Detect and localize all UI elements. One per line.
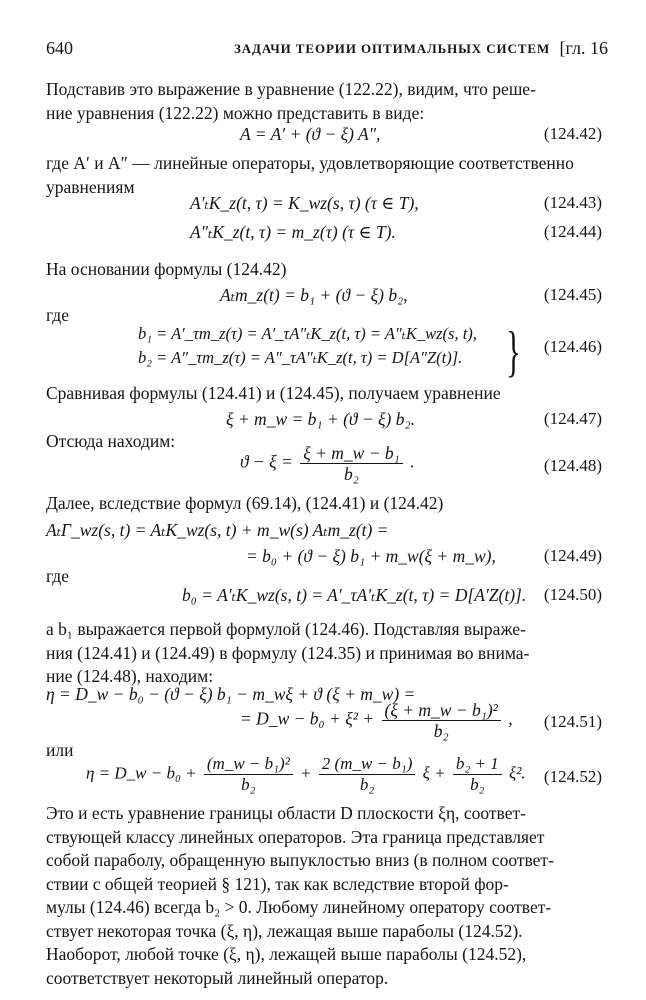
equation-number: (124.42) [543,124,602,143]
equation-lhs: η = D_w − b₀ + [86,763,197,783]
text-line: На основании формулы (124.42) [46,259,287,279]
text-line: а b₁ выражается первой формулой (124.46). Подставляя выраже- [46,619,526,639]
right-brace: } [506,321,521,383]
or-label: или [46,740,74,760]
equation-124-50: b₀ = A′ₜK_wz(s, t) = A′_τA′ₜK_z(t, τ) = D[A′Z(t)]. [182,585,527,605]
text-line: где A′ и A″ — линейные операторы, удовлетворяющие соответственно [46,153,574,173]
fraction-numerator: b₂ + 1 [453,754,502,775]
equation-124-47: ξ + m_w = b₁ + (ϑ − ξ) b₂. [226,409,415,429]
text-line: ствует некоторая точка (ξ, η), лежащая выше параболы (124.52). [46,920,523,941]
equation-124-49-line-1: AₜΓ_wz(s, t) = AₜK_wz(s, t) + m_w(s) Aₜm_z(t) = [46,520,389,540]
equation-tail: . [410,451,415,472]
text-line: ния (124.41) и (124.49) в формулу (124.35) и принимая во внима- [46,642,530,663]
fraction-numerator: ξ + m_w − b₁ [300,443,403,464]
fraction [300,443,403,484]
page-number: 640 [46,38,73,58]
equation-124-49-line-2: = b₀ + (ϑ − ξ) b₁ + m_w(ξ + m_w), [246,546,496,566]
equation-124-44: A″ₜK_z(t, τ) = m_z(τ) (τ ∈ T). [190,222,396,242]
fraction [453,754,502,795]
equation-number: (124.52) [543,767,602,786]
text-line: Далее, вследствие формул (69.14), (124.41) и (124.42) [46,493,444,513]
fraction-numerator: (m_w − b₁)² [204,754,293,775]
text-line: ние уравнения (122.22) можно представить в виде: [46,102,425,123]
equation-number: (124.51) [543,712,602,731]
text-line: ствующей классу линейных операторов. Эта граница представляет [46,826,545,847]
chapter-label: [гл. 16 [559,38,608,58]
where-label: где [46,566,69,586]
paragraph-3 [46,258,602,282]
equation-number: (124.43) [543,193,602,212]
fraction-numerator: 2 (m_w − b₁) [319,754,416,775]
paragraph-8 [46,802,602,990]
fraction-numerator: (ξ + m_w − b₁)² [382,700,501,721]
fraction-denominator: b₂ [470,775,485,794]
fraction-denominator: b₂ [433,721,449,741]
paragraph-6 [46,492,602,516]
text-line: собой параболу, обращенную выпуклостью вниз (в полном соответ- [46,850,554,870]
fraction-denominator: b₂ [359,775,375,794]
equation-124-46-line-1: b₁ = A′_τm_z(τ) = A′_τA″ₜK_z(t, τ) = A″ₜK_wz(s, t), [138,324,477,343]
fraction [382,700,501,741]
paragraph-7 [46,618,602,689]
equation-124-43: A′ₜK_z(t, τ) = K_wz(s, τ) (τ ∈ T), [190,193,419,213]
equation-124-51-line-2 [240,700,513,741]
equation-number: (124.45) [543,285,602,304]
fraction-denominator: b₂ [344,464,359,484]
where-label: где [46,305,69,325]
equation-124-51-line-1: η = D_w − b₀ − (ϑ − ξ) b₁ − m_wξ + ϑ (ξ + m_w) = [46,684,416,704]
equation-number: (124.50) [543,585,602,604]
fraction [204,754,293,795]
equation-124-46-line-2: b₂ = A″_τm_z(τ) = A″_τA″ₜK_z(t, τ) = D[A″Z(t)]. [138,348,463,367]
running-title: ЗАДАЧИ ТЕОРИИ ОПТИМАЛЬНЫХ СИСТЕМ [234,41,551,56]
equation-operator: ξ + [422,763,446,783]
equation-124-52 [86,754,526,795]
fraction [319,754,416,795]
paragraph-1 [46,78,602,125]
equation-number: (124.49) [543,546,602,565]
equation-lhs: ϑ − ξ = [240,451,293,472]
equation-124-45: Aₜm_z(t) = b₁ + (ϑ − ξ) b₂, [220,285,408,305]
equation-tail: ξ². [509,763,526,783]
equation-number: (124.46) [543,337,602,356]
text-line: Подставив это выражение в уравнение (122.22), видим, что реше- [46,79,536,99]
text-line: мулы (124.46) всегда b₂ > 0. Любому линейному оператору соответ- [46,897,552,917]
text-line: соответствует некоторый линейный оператор. [46,967,389,988]
text-line: ствии с общей теорией § 121), так как вследствие второй фор- [46,873,509,894]
equation-number: (124.48) [543,456,602,475]
equation-operator: + [300,763,312,783]
text-line: Это и есть уравнение границы области D плоскости ξη, соответ- [46,803,526,823]
equation-124-48 [240,443,414,484]
text-line: уравнениям [46,176,135,197]
equation-lhs: = D_w − b₀ + ξ² + [240,708,375,729]
page-header [46,38,608,62]
text-line: ние (124.48), находим: [46,666,214,686]
text-line: Наоборот, любой точке (ξ, η), лежащей выше параболы (124.52), [46,944,527,964]
equation-124-42: A = A′ + (ϑ − ξ) A″, [240,124,381,144]
equation-tail: , [508,708,513,729]
equation-number: (124.44) [543,222,602,241]
equation-number: (124.47) [543,409,602,428]
text-line: Сравнивая формулы (124.41) и (124.45), получаем уравнение [46,383,501,403]
fraction-denominator: b₂ [241,775,256,794]
text-line: Отсюда находим: [46,431,176,451]
paragraph-4 [46,382,602,406]
paragraph-2 [46,152,602,199]
